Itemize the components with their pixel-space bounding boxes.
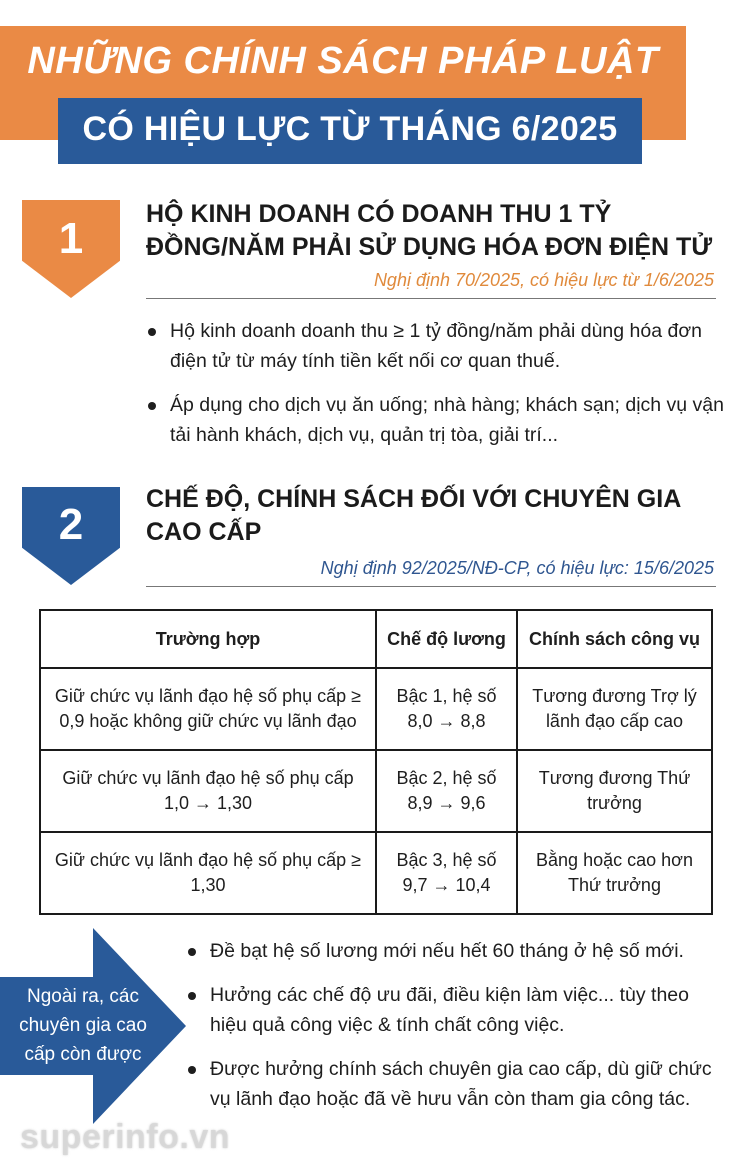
table-cell: Bậc 1, hệ số 8,0 → 8,8 xyxy=(376,668,517,750)
table-cell: Tương đương Thứ trưởng xyxy=(517,750,712,832)
section-2-title-line2: CAO CẤP xyxy=(146,518,262,546)
section-1-title-line2: ĐỒNG/NĂM PHẢI SỬ DỤNG HÓA ĐƠN ĐIỆN TỬ xyxy=(146,233,713,261)
table-cell: Giữ chức vụ lãnh đạo hệ số phụ cấp ≥ 1,30 xyxy=(40,832,376,914)
list-item: Được hưởng chính sách chuyên gia cao cấp, dù giữ chức vụ lãnh đạo hoặc đã về hưu vẫn còn tham gia công tác. xyxy=(186,1054,726,1114)
section-1-bullet-list xyxy=(146,316,726,464)
table-header-row xyxy=(40,610,712,668)
extra-benefits-list xyxy=(186,936,726,1128)
table-row xyxy=(40,832,712,914)
table-header-salary: Chế độ lương xyxy=(376,610,517,668)
watermark: superinfo.vn xyxy=(20,1118,231,1156)
table-cell: Giữ chức vụ lãnh đạo hệ số phụ cấp 1,0 → 1,30 xyxy=(40,750,376,832)
list-item: Đề bạt hệ số lương mới nếu hết 60 tháng ở hệ số mới. xyxy=(186,936,726,966)
table-cell: Bậc 2, hệ số 8,9 → 9,6 xyxy=(376,750,517,832)
table-cell: Bậc 3, hệ số 9,7 → 10,4 xyxy=(376,832,517,914)
table-cell: Tương đương Trợ lý lãnh đạo cấp cao xyxy=(517,668,712,750)
section-1-divider xyxy=(146,298,716,299)
section-2-number: 2 xyxy=(58,500,84,549)
table-header-policy: Chính sách công vụ xyxy=(517,610,712,668)
extra-benefits-label: Ngoài ra, các chuyên gia cao cấp còn được xyxy=(19,986,147,1065)
section-1-title xyxy=(146,198,726,264)
table-row xyxy=(40,750,712,832)
section-2-divider xyxy=(146,586,716,587)
policy-table xyxy=(39,609,713,915)
table-cell: Giữ chức vụ lãnh đạo hệ số phụ cấp ≥ 0,9 hoặc không giữ chức vụ lãnh đạo xyxy=(40,668,376,750)
section-2-title xyxy=(146,483,726,549)
list-item: Hưởng các chế độ ưu đãi, điều kiện làm việc... tùy theo hiệu quả công việc & tính chất công việc. xyxy=(186,980,726,1040)
section-2-reference: Nghị định 92/2025/NĐ-CP, có hiệu lực: 15/6/2025 xyxy=(320,558,714,578)
section-1-title-line1: HỘ KINH DOANH CÓ DOANH THU 1 TỶ xyxy=(146,200,612,228)
section-1-number: 1 xyxy=(58,214,84,263)
table-cell: Bằng hoặc cao hơn Thứ trưởng xyxy=(517,832,712,914)
list-item: Hộ kinh doanh doanh thu ≥ 1 tỷ đồng/năm phải dùng hóa đơn điện tử từ máy tính tiền kết nối cơ quan thuế. xyxy=(146,316,726,376)
section-1-reference: Nghị định 70/2025, có hiệu lực từ 1/6/2025 xyxy=(373,270,714,290)
page-title: NHỮNG CHÍNH SÁCH PHÁP LUẬT xyxy=(27,40,659,82)
table-header-case: Trường hợp xyxy=(40,610,376,668)
list-item: Áp dụng cho dịch vụ ăn uống; nhà hàng; khách sạn; dịch vụ vận tải hành khách, dịch vụ, quản trị tòa, giải trí... xyxy=(146,390,726,450)
section-2-title-line1: CHẾ ĐỘ, CHÍNH SÁCH ĐỐI VỚI CHUYÊN GIA xyxy=(146,485,682,513)
table-row xyxy=(40,668,712,750)
page-subtitle: CÓ HIỆU LỰC TỪ THÁNG 6/2025 xyxy=(82,110,618,148)
